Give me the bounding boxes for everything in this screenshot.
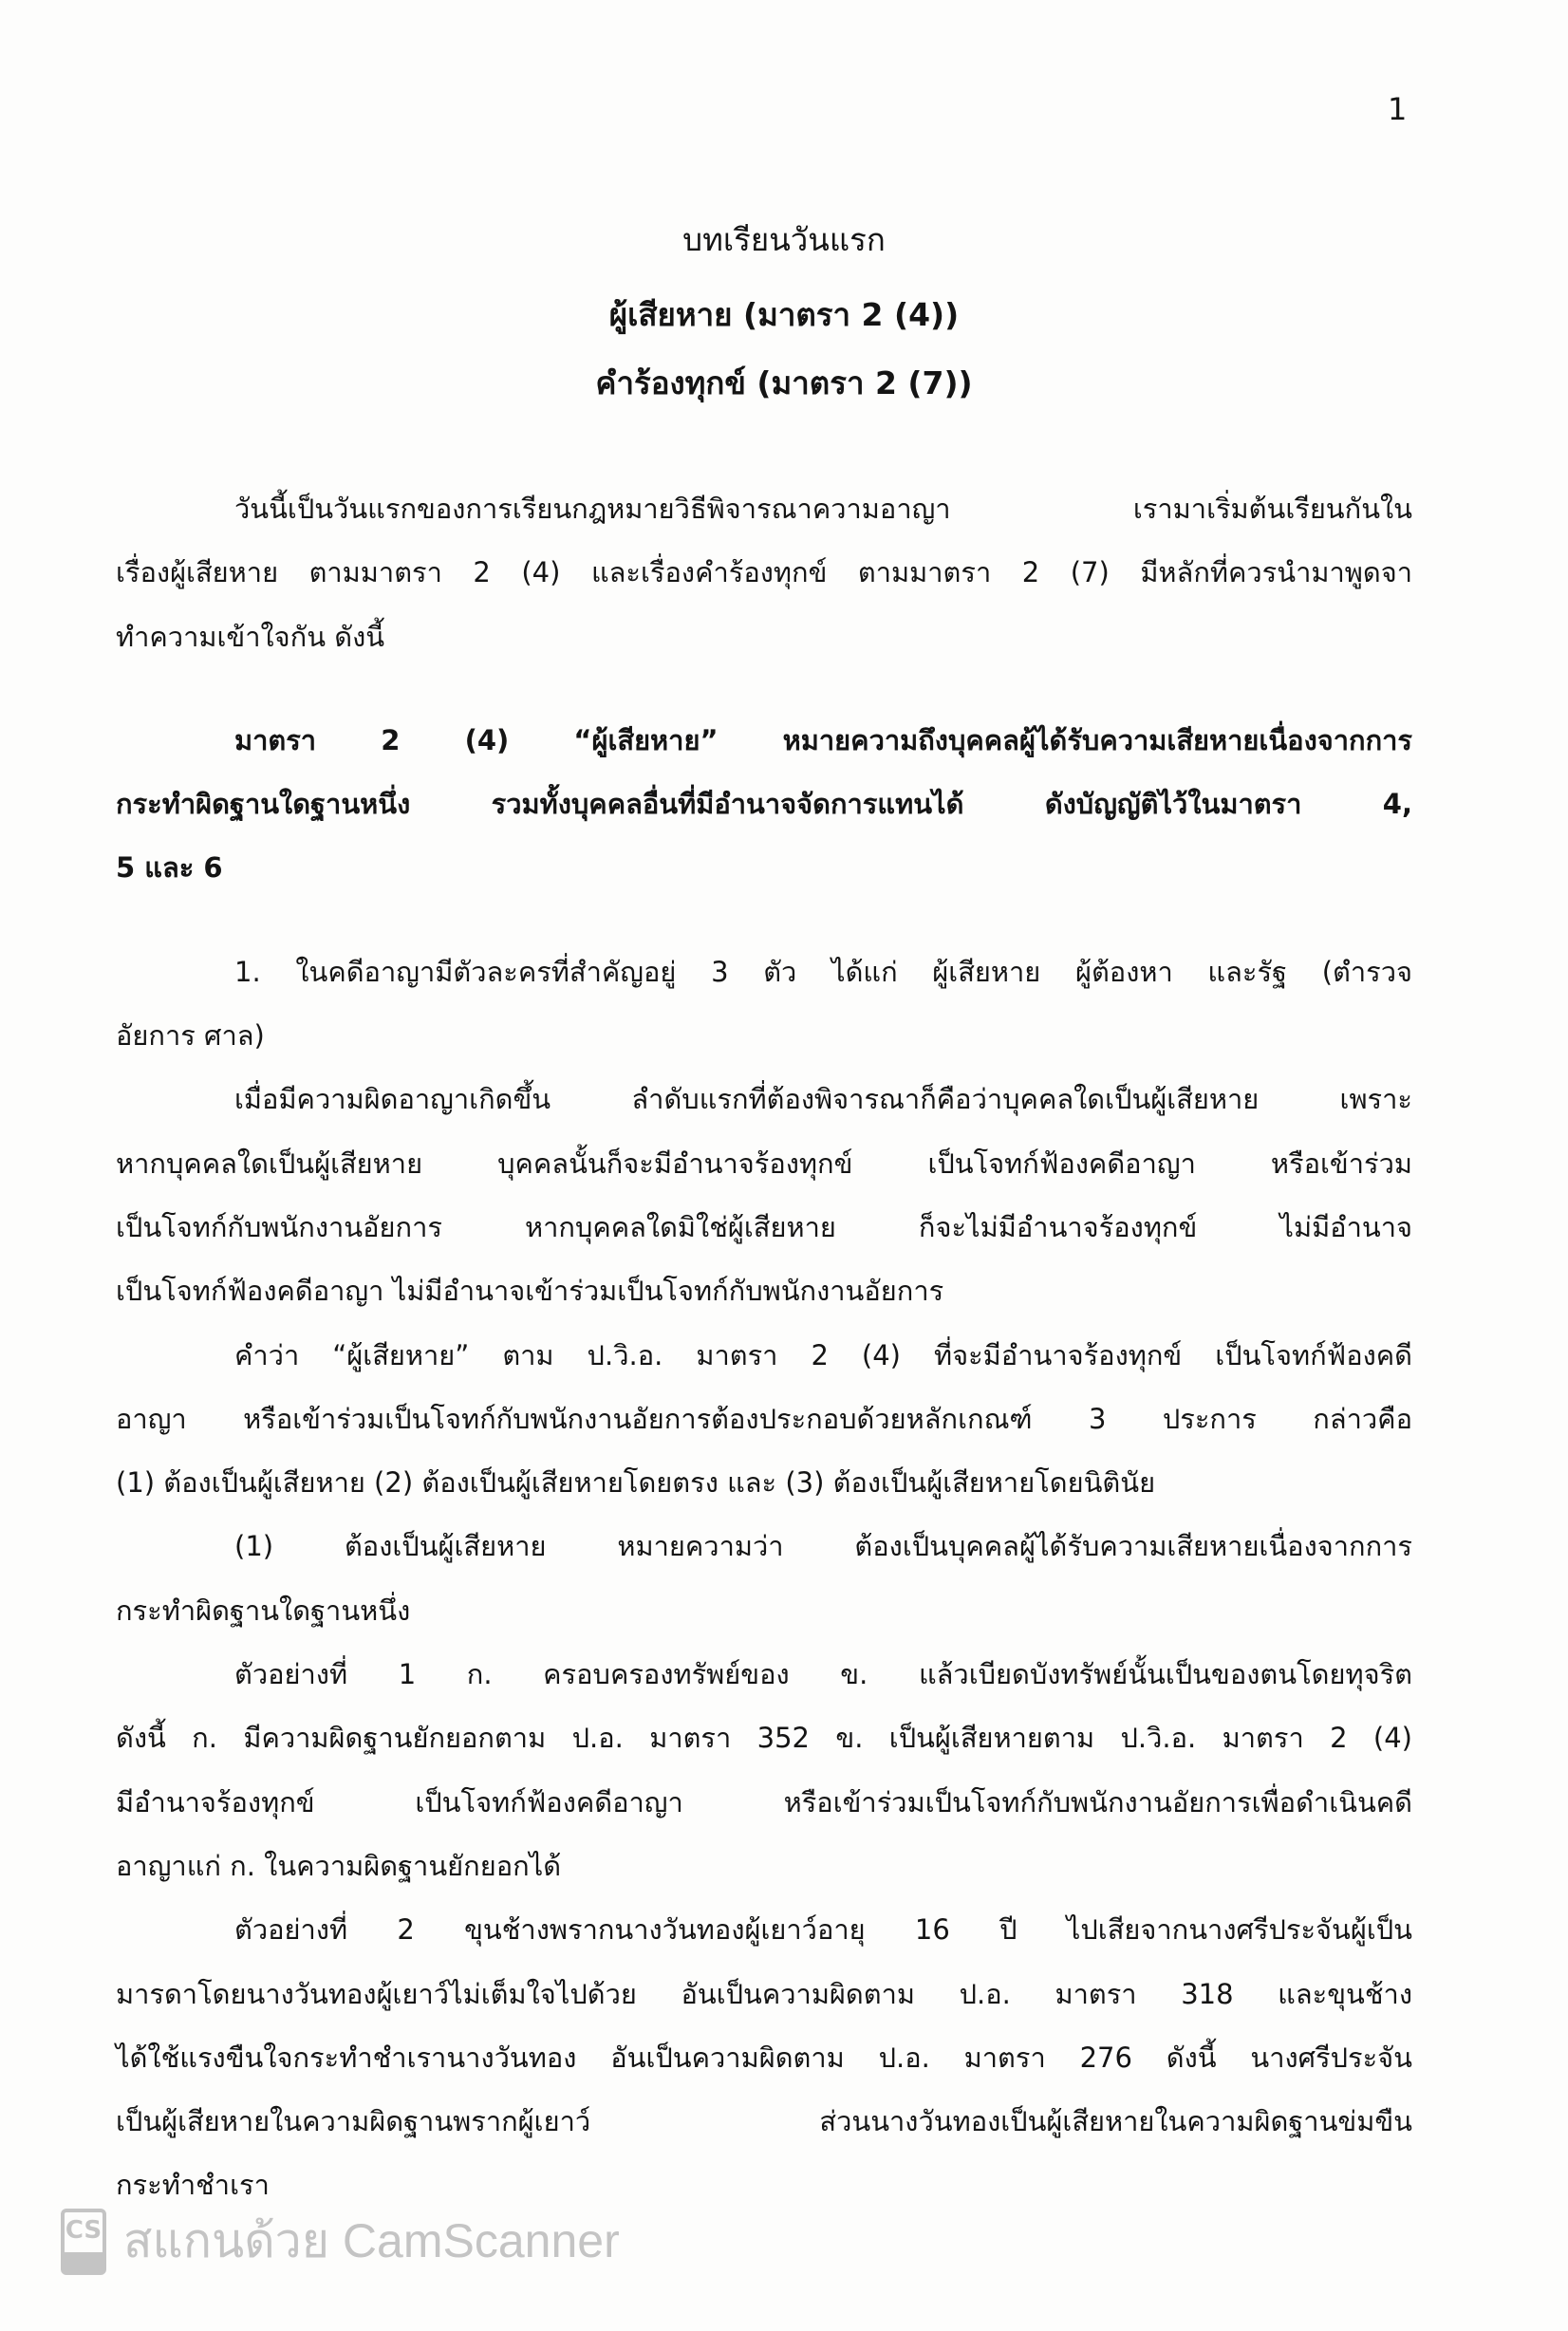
document-body — [116, 477, 1412, 2218]
text-line: ทำความเข้าใจกัน ดังนี้ — [116, 620, 385, 653]
text-line: คำว่า “ผู้เสียหาย” ตาม ป.วิ.อ. มาตรา 2 (4) ที่จะมีอำนาจร้องทุกข์ เป็นโจทก์ฟ้องคดี — [234, 1338, 1412, 1371]
text-line: มีอำนาจร้องทุกข์ เป็นโจทก์ฟ้องคดีอาญา หรือเข้าร่วมเป็นโจทก์กับพนักงานอัยการเพื่อดำเนินคดี — [116, 1785, 1412, 1818]
text-line: อัยการ ศาล) — [116, 1019, 265, 1053]
section-heading-victim: ผู้เสียหาย (มาตรา 2 (4)) — [608, 296, 960, 333]
text-line: เป็นโจทก์ฟ้องคดีอาญา ไม่มีอำนาจเข้าร่วมเป็นโจทก์กับพนักงานอัยการ — [116, 1275, 944, 1308]
paragraph — [116, 709, 1412, 901]
text-line: หากบุคคลใดเป็นผู้เสียหาย บุคคลนั้นก็จะมีอำนาจร้องทุกข์ เป็นโจทก์ฟ้องคดีอาญา หรือเข้าร่วม — [116, 1147, 1412, 1180]
text-line: 1. ในคดีอาญามีตัวละครที่สำคัญอยู่ 3 ตัว ได้แก่ ผู้เสียหาย ผู้ต้องหา และรัฐ (ตำรวจ — [234, 955, 1412, 988]
text-line: เมื่อมีความผิดอาญาเกิดขึ้น ลำดับแรกที่ต้องพิจารณาก็คือว่าบุคคลใดเป็นผู้เสียหาย เพราะ — [234, 1083, 1412, 1116]
text-line: กระทำชำเรา — [116, 2169, 270, 2202]
lesson-title: บทเรียนวันแรก — [682, 221, 886, 258]
page-number: 1 — [1388, 91, 1408, 127]
text-line: ตัวอย่างที่ 2 ขุนช้างพรากนางวันทองผู้เยาว์อายุ 16 ปี ไปเสียจากนางศรีประจันผู้เป็น — [234, 1913, 1412, 1947]
text-line: มาตรา 2 (4) “ผู้เสียหาย” หมายความถึงบุคคลผู้ได้รับความเสียหายเนื่องจากการ — [234, 723, 1412, 756]
text-line: เรื่องผู้เสียหาย ตามมาตรา 2 (4) และเรื่องคำร้องทุกข์ ตามมาตรา 2 (7) มีหลักที่ควรนำมาพูดจา — [116, 556, 1412, 589]
text-line: เป็นโจทก์กับพนักงานอัยการ หากบุคคลใดมิใช่ผู้เสียหาย ก็จะไม่มีอำนาจร้องทุกข์ ไม่มีอำนาจ — [116, 1210, 1412, 1243]
section-heading-complaint: คำร้องทุกข์ (มาตรา 2 (7)) — [595, 364, 973, 401]
watermark-text: สแกนด้วย CamScanner — [123, 2214, 620, 2267]
camscanner-watermark — [61, 2204, 620, 2279]
text-line: กระทำผิดฐานใดฐานหนึ่ง รวมทั้งบุคคลอื่นที่มีอำนาจจัดการแทนได้ ดังบัญญัติไว้ในมาตรา 4, — [116, 788, 1412, 821]
text-line: อาญาแก่ ก. ในความผิดฐานยักยอกได้ — [116, 1849, 562, 1882]
paragraph — [116, 1643, 1412, 1898]
paragraph — [116, 477, 1412, 669]
text-line: เป็นผู้เสียหายในความผิดฐานพรากผู้เยาว์ ส่วนนางวันทองเป็นผู้เสียหายในความผิดฐานข่มขืน — [116, 2105, 1412, 2138]
text-line: กระทำผิดฐานใดฐานหนึ่ง — [116, 1594, 411, 1627]
text-line: มารดาโดยนางวันทองผู้เยาว์ไม่เต็มใจไปด้วย อันเป็นความผิดตาม ป.อ. มาตรา 318 และขุนช้าง — [116, 1977, 1412, 2010]
paragraph — [116, 1515, 1412, 1643]
text-line: ได้ใช้แรงขืนใจกระทำชำเรานางวันทอง อันเป็นความผิดตาม ป.อ. มาตรา 276 ดังนี้ นางศรีประจัน — [116, 2041, 1412, 2074]
paragraph — [116, 1898, 1412, 2217]
text-line: (1) ต้องเป็นผู้เสียหาย หมายความว่า ต้องเป็นบุคคลผู้ได้รับความเสียหายเนื่องจากการ — [234, 1530, 1412, 1563]
camscanner-logo-icon: CS — [61, 2209, 106, 2275]
paragraph — [116, 1324, 1412, 1516]
paragraph — [116, 941, 1412, 1069]
text-line: ตัวอย่างที่ 1 ก. ครอบครองทรัพย์ของ ข. แล้วเบียดบังทรัพย์นั้นเป็นของตนโดยทุจริต — [234, 1658, 1412, 1691]
text-line: 5 และ 6 — [116, 851, 223, 885]
text-line: อาญา หรือเข้าร่วมเป็นโจทก์กับพนักงานอัยการต้องประกอบด้วยหลักเกณฑ์ 3 ประการ กล่าวคือ — [116, 1402, 1412, 1435]
text-line: ดังนี้ ก. มีความผิดฐานยักยอกตาม ป.อ. มาตรา 352 ข. เป็นผู้เสียหายตาม ป.วิ.อ. มาตรา 2 (4) — [116, 1722, 1412, 1755]
text-line: (1) ต้องเป็นผู้เสียหาย (2) ต้องเป็นผู้เสียหายโดยตรง และ (3) ต้องเป็นผู้เสียหายโดยนิตินัย — [116, 1466, 1156, 1500]
paragraph — [116, 1068, 1412, 1323]
text-line: วันนี้เป็นวันแรกของการเรียนกฎหมายวิธีพิจารณาความอาญา เรามาเริ่มต้นเรียนกันใน — [234, 493, 1412, 525]
